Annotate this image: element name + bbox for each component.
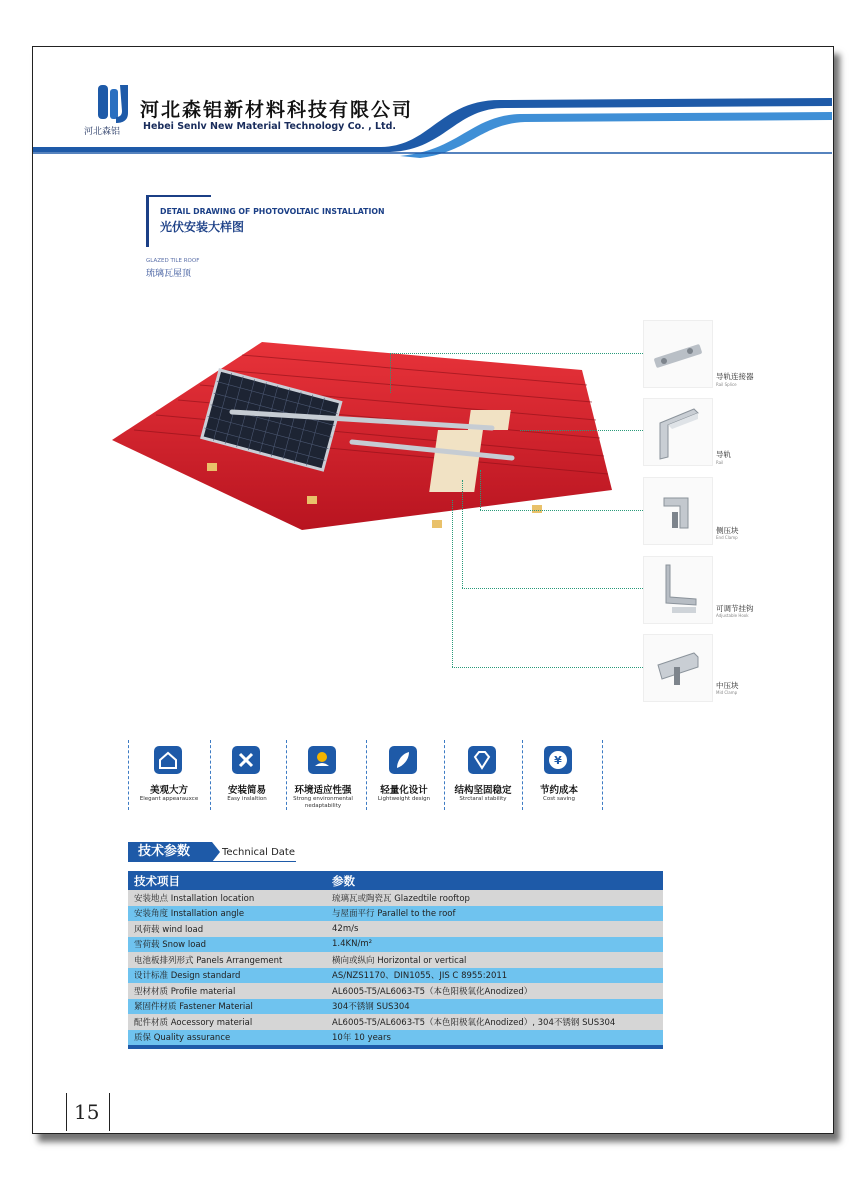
- spec-value: 304不锈钢 SUS304: [326, 999, 663, 1015]
- company-name-en: Hebei Senlv New Material Technology Co. , Ltd.: [143, 121, 397, 132]
- roof-installation-illustration: [112, 330, 632, 540]
- feather-icon: [389, 746, 417, 774]
- spec-value: 横向或纵向 Horizontal or vertical: [326, 952, 663, 968]
- feature-title: 轻量化设计: [380, 785, 428, 796]
- feature-title: 结构坚固稳定: [454, 785, 512, 796]
- spec-item: 雪荷载 Snow load: [128, 937, 326, 953]
- tools-icon: [232, 746, 260, 774]
- roof-type-cn: 琉璃瓦屋顶: [146, 269, 192, 279]
- part-sub-mid-clamp: Mid Clamp: [716, 690, 738, 695]
- yen-icon: [544, 746, 572, 774]
- table-row: [128, 937, 663, 953]
- leader-rail-splice-v: [390, 353, 391, 393]
- spec-item: 设计标准 Design standard: [128, 968, 326, 984]
- feature-subtitle: Easy inslaltion: [227, 796, 267, 802]
- feature-title: 节约成本: [539, 785, 578, 796]
- spec-item: 紧固件材质 Fastener Material: [128, 999, 326, 1015]
- part-end-clamp: [643, 477, 713, 545]
- spec-col-value: 参数: [326, 871, 663, 890]
- part-sub-end-clamp: End Clamp: [716, 535, 738, 540]
- spec-item: 安装角度 Installation angle: [128, 906, 326, 922]
- table-row: [128, 968, 663, 984]
- spec-col-item: 技术项目: [128, 871, 326, 890]
- part-rail: [643, 398, 713, 466]
- section-title-en: DETAIL DRAWING OF PHOTOVOLTAIC INSTALLATION: [160, 207, 385, 216]
- feature-subtitle: Cost saving: [543, 796, 575, 802]
- leader-mid-clamp-v: [452, 500, 453, 667]
- feature-lightweight: [365, 738, 443, 824]
- logo-caption: 河北森铝: [84, 127, 121, 137]
- part-sub-hook: Adjustable Hook: [716, 613, 749, 618]
- spec-value: 琉璃瓦或陶瓷瓦 Glazedtile rooftop: [326, 890, 663, 906]
- spec-item: 电池板排列形式 Panels Arrangement: [128, 952, 326, 968]
- spec-item: 质保 Quality assurance: [128, 1030, 326, 1048]
- leader-mid-clamp: [452, 667, 643, 668]
- feature-stability: [444, 738, 522, 824]
- feature-subtitle: Strong environmental nedaptability: [293, 796, 353, 809]
- diamond-icon: [468, 746, 496, 774]
- feature-title: 美观大方: [149, 785, 188, 796]
- house-icon: [154, 746, 182, 774]
- leader-end-clamp-v: [480, 470, 481, 510]
- table-row: [128, 999, 663, 1015]
- hook-icon: [644, 557, 712, 623]
- spec-value: 与屋面平行 Parallel to the roof: [326, 906, 663, 922]
- table-row: [128, 952, 663, 968]
- part-label-rail-splice: 导轨连接器: [716, 372, 754, 381]
- feature-subtitle: Strctaral stability: [459, 796, 507, 802]
- spec-table-header: [128, 871, 663, 890]
- spec-value: 10年 10 years: [326, 1030, 663, 1048]
- feature-divider: [128, 740, 129, 810]
- spec-item: 配件材质 Aocessory material: [128, 1014, 326, 1030]
- table-row: [128, 983, 663, 999]
- tech-title-underline: [212, 861, 296, 862]
- part-sub-rail: Rail: [716, 460, 724, 465]
- tech-title-cn: 技术参数: [128, 842, 212, 862]
- feature-subtitle: Elegant appearauxce: [139, 796, 199, 802]
- feature-title: 环境适应性强: [294, 785, 352, 796]
- page-number: 15: [74, 1100, 100, 1124]
- part-mid-clamp: [643, 634, 713, 702]
- table-row: [128, 921, 663, 937]
- company-logo-icon: [96, 83, 130, 125]
- feature-environment: [284, 738, 362, 824]
- part-label-end-clamp: 侧压块: [716, 526, 739, 535]
- roof-type-en: GLAZED TILE ROOF: [146, 258, 200, 264]
- feature-easy-install: [208, 738, 286, 824]
- table-row: [128, 1030, 663, 1048]
- leader-rail: [520, 430, 643, 431]
- spec-value: 1.4KN/m²: [326, 937, 663, 953]
- spec-value: AL6005-T5/AL6063-T5（本色阳极氧化Anodized）: [326, 983, 663, 999]
- feature-cost-saving: [520, 738, 598, 824]
- spec-item: 型材材质 Profile material: [128, 983, 326, 999]
- part-label-rail: 导轨: [716, 450, 731, 459]
- part-label-mid-clamp: 中压块: [716, 681, 739, 690]
- part-sub-rail-splice: Rail Splice: [716, 382, 737, 387]
- leader-hook: [462, 588, 643, 589]
- weather-icon: [308, 746, 336, 774]
- table-row: [128, 890, 663, 906]
- svg-text:¥: ¥: [554, 754, 562, 767]
- spec-table: [128, 871, 663, 1049]
- part-hook: [643, 556, 713, 624]
- feature-subtitle: Lightweight design: [377, 796, 431, 802]
- spec-item: 安装地点 Installation location: [128, 890, 326, 906]
- part-rail-splice: [643, 320, 713, 388]
- feature-elegant: [130, 738, 208, 824]
- spec-value: AS/NZS1170、DIN1055、JIS C 8955:2011: [326, 968, 663, 984]
- feature-title: 安装简易: [227, 785, 266, 796]
- tech-title-arrow: [212, 842, 220, 862]
- rail-splice-icon: [644, 321, 712, 387]
- spec-value: 42m/s: [326, 921, 663, 937]
- leader-rail-splice: [390, 353, 643, 354]
- feature-divider: [602, 740, 603, 810]
- part-label-hook: 可调节挂钩: [716, 604, 754, 613]
- table-row: [128, 1014, 663, 1030]
- rail-icon: [644, 399, 712, 465]
- spec-value: AL6005-T5/AL6063-T5（本色阳极氧化Anodized）, 304不锈钢 SUS304: [326, 1014, 663, 1030]
- table-row: [128, 906, 663, 922]
- leader-end-clamp: [480, 510, 643, 511]
- leader-hook-v: [462, 480, 463, 588]
- mid-clamp-icon: [644, 635, 712, 701]
- features-strip: [128, 738, 658, 830]
- tech-title-en: Technical Date: [222, 847, 295, 858]
- section-title-cn: 光伏安装大样图: [160, 220, 245, 234]
- company-name-cn: 河北森铝新材料科技有限公司: [140, 99, 414, 121]
- end-clamp-icon: [644, 478, 712, 544]
- spec-item: 风荷载 wind load: [128, 921, 326, 937]
